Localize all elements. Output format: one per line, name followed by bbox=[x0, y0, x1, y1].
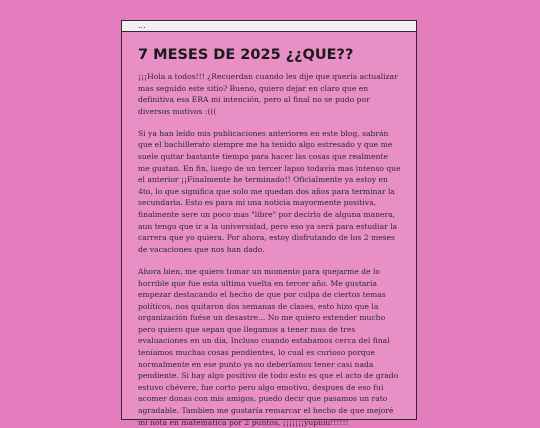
window-menu-label[interactable]: ... bbox=[138, 21, 146, 30]
post-paragraph: Si ya han leído mis publicaciones anteriores en este blog, sabrán que el bachillerato siempre me ha tenido algo estresado y que me suele quitar bastante tiempo para hacer las cosas que realmente me gustan. En fin, luego de un tercer lapso todavía mas intenso que el anterior ¡¡Finalmente he terminado!! Oficialmente ya estoy en 4to, lo que significa que solo me quedan dos años para terminar la secundaria. Esto es para mi una noticia mayormente positiva, finalmente sere un poco mas "libre" por decirlo de alguna manera, aun tengo que ir a la universidad, pero eso ya será para estudiar la carrera que yo quiera. Por ahora, estoy disfrutando de los 2 meses de vacaciones que nos han dado. bbox=[138, 128, 401, 254]
post-title: 7 MESES DE 2025 ¿¿QUE?? bbox=[138, 47, 354, 63]
post-body bbox=[138, 71, 402, 428]
window-title-bar bbox=[122, 21, 416, 32]
blog-post-window bbox=[121, 20, 417, 427]
post-paragraph: ¡¡¡Hola a todos!!! ¿Recuerdan cuando les dije que quería actualizar mas seguido este sitio? Bueno, quiero dejar en claro que en definitiva esa ERA mi intención, pero al final no se pudo por diversos motivos :((( bbox=[138, 72, 398, 116]
post-paragraph: Ahora bien, me quiero tomar un momento para quejarme de lo horrible que fue esta ultima vuelta en tercer año. Me gustaría empezar destacando el hecho de que por culpa de ciertos temas políticos, nos quitaron dos semanas de clases, esto hizo que la organización fuése un desastre... No me quiero extender mucho pero quiero que sepan que llegamos a tener mas de tres evaluaciones en un día, Incluso cuando estabamos cerca del final teníamos muchas cosas pendientes, lo cual es curioso porque normalmente en ese punto ya no deberíamos tener casi nada pendiente. Si hay algo positivo de todo esto es que el acto de grado estuvo chévere, fue corto pero algo emotivo, despues de eso fui acomer donas con mis amigos, puedo decir que pasamos un rato agradable. Tambien me gustaría remarcar el hecho de que mejoré mi nota en matemática por 2 puntos, ¡¡¡¡¡¡¡yupiiiii!!!!!! bbox=[138, 266, 399, 427]
